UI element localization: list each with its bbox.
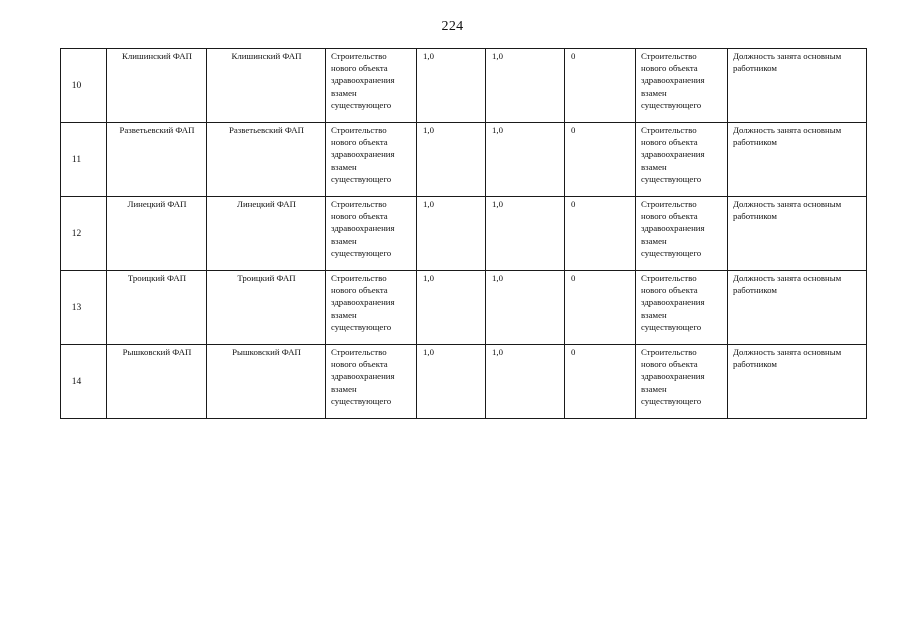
value-3: 0 — [565, 197, 636, 271]
planned-action: Строительство нового объекта здравоохранения взамен существующего — [326, 49, 417, 123]
value-3: 0 — [565, 123, 636, 197]
value-2: 1,0 — [486, 123, 565, 197]
value-1: 1,0 — [417, 49, 486, 123]
staffing-status: Должность занята основным работником — [728, 345, 867, 419]
facility-name: Клишинский ФАП — [107, 49, 207, 123]
value-3: 0 — [565, 345, 636, 419]
facility-name-2: Троицкий ФАП — [207, 271, 326, 345]
value-2: 1,0 — [486, 271, 565, 345]
facility-name: Линецкий ФАП — [107, 197, 207, 271]
row-number: 14 — [61, 345, 107, 419]
value-2: 1,0 — [486, 345, 565, 419]
planned-action: Строительство нового объекта здравоохранения взамен существующего — [326, 345, 417, 419]
facility-name-2: Линецкий ФАП — [207, 197, 326, 271]
row-number: 10 — [61, 49, 107, 123]
page-number: 224 — [441, 19, 464, 34]
facility-name: Троицкий ФАП — [107, 271, 207, 345]
staffing-status: Должность занята основным работником — [728, 49, 867, 123]
planned-action-2: Строительство нового объекта здравоохранения взамен существующего — [636, 345, 728, 419]
value-1: 1,0 — [417, 123, 486, 197]
value-3: 0 — [565, 49, 636, 123]
value-2: 1,0 — [486, 197, 565, 271]
row-number: 12 — [61, 197, 107, 271]
value-3: 0 — [565, 271, 636, 345]
planned-action-2: Строительство нового объекта здравоохранения взамен существующего — [636, 123, 728, 197]
planned-action: Строительство нового объекта здравоохранения взамен существующего — [326, 123, 417, 197]
planned-action: Строительство нового объекта здравоохранения взамен существующего — [326, 197, 417, 271]
facility-name-2: Рышковский ФАП — [207, 345, 326, 419]
facilities-table — [60, 48, 867, 419]
facility-name-2: Разветьевский ФАП — [207, 123, 326, 197]
planned-action-2: Строительство нового объекта здравоохранения взамен существующего — [636, 271, 728, 345]
table-row — [61, 345, 867, 419]
facility-name: Рышковский ФАП — [107, 345, 207, 419]
table-row — [61, 49, 867, 123]
facility-name: Разветьевский ФАП — [107, 123, 207, 197]
planned-action: Строительство нового объекта здравоохранения взамен существующего — [326, 271, 417, 345]
table-row — [61, 197, 867, 271]
value-1: 1,0 — [417, 197, 486, 271]
value-2: 1,0 — [486, 49, 565, 123]
staffing-status: Должность занята основным работником — [728, 271, 867, 345]
facility-name-2: Клишинский ФАП — [207, 49, 326, 123]
staffing-status: Должность занята основным работником — [728, 197, 867, 271]
row-number: 11 — [61, 123, 107, 197]
planned-action-2: Строительство нового объекта здравоохранения взамен существующего — [636, 49, 728, 123]
row-number: 13 — [61, 271, 107, 345]
planned-action-2: Строительство нового объекта здравоохранения взамен существующего — [636, 197, 728, 271]
table-row — [61, 123, 867, 197]
table-row — [61, 271, 867, 345]
staffing-status: Должность занята основным работником — [728, 123, 867, 197]
value-1: 1,0 — [417, 271, 486, 345]
value-1: 1,0 — [417, 345, 486, 419]
